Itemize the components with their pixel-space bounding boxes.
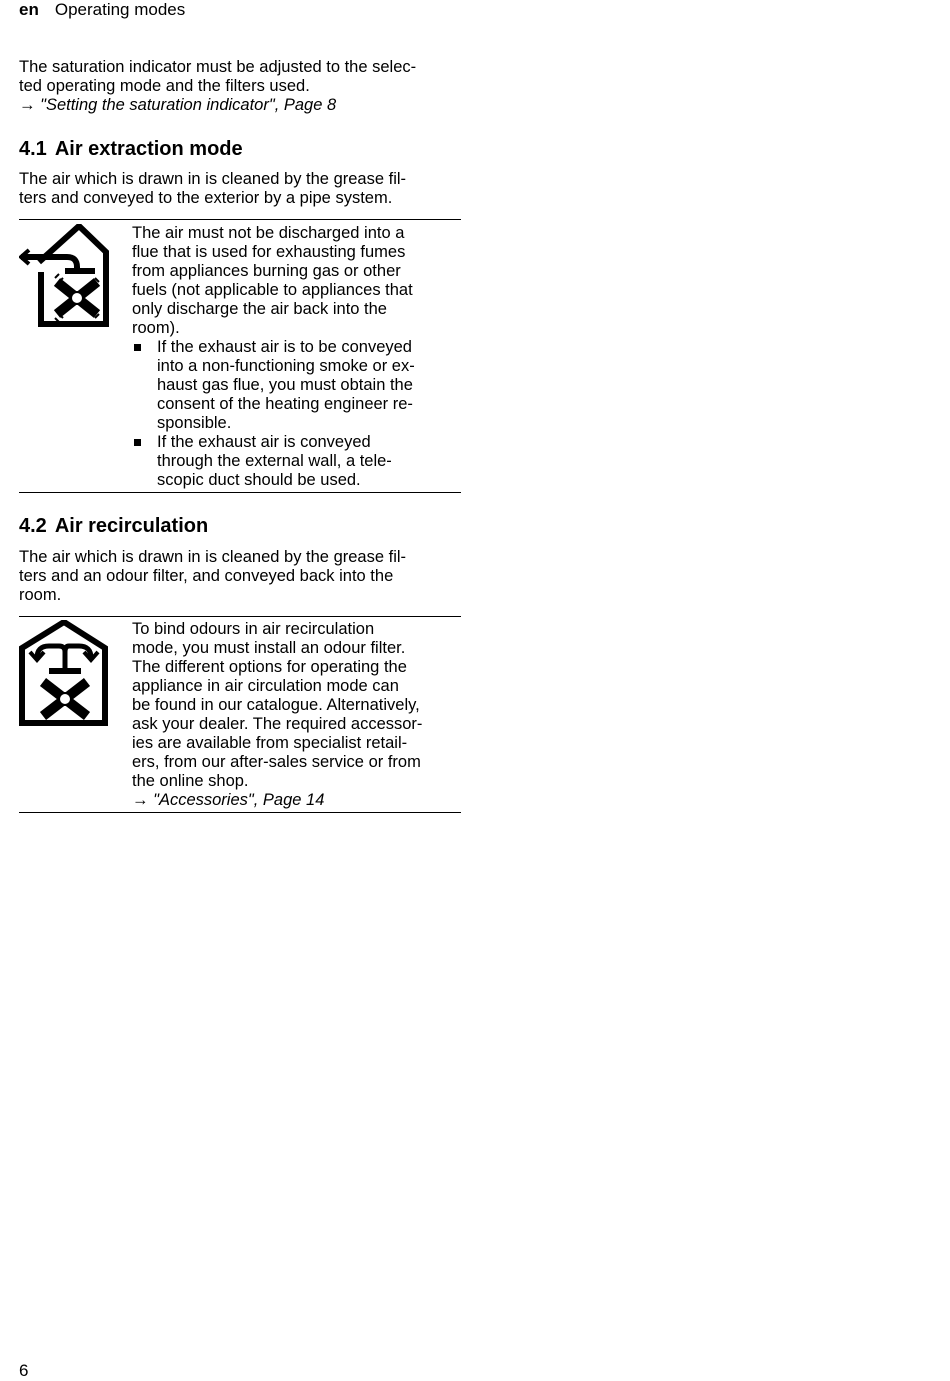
note-line: mode, you must install an odour filter. [132, 639, 406, 657]
note-line: ask your dealer. The required accessor- [132, 715, 423, 733]
note-bottom-rule [19, 492, 461, 493]
note-line: room). [132, 319, 180, 337]
arrow-right-icon: → [19, 96, 36, 114]
note-line: ies are available from specialist retail- [132, 734, 408, 752]
body-line: room. [19, 586, 62, 604]
arrow-right-icon: → [132, 791, 149, 809]
note-line: flue that is used for exhausting fumes [132, 243, 406, 261]
note-line: only discharge the air back into the [132, 300, 387, 318]
section-body [19, 548, 461, 605]
list-item [132, 338, 462, 433]
section-number: 4.1 [19, 138, 47, 160]
list-item-line: consent of the heating engineer re- [157, 395, 413, 413]
language-code: en [19, 0, 39, 19]
section-title: Air recirculation [54, 515, 209, 537]
page-number: 6 [19, 1361, 29, 1380]
header-section-title: Operating modes [54, 0, 186, 19]
air-recirculation-house-icon [19, 620, 109, 730]
cross-reference-link[interactable] [132, 791, 462, 810]
note-line: be found in our catalogue. Alternatively, [132, 696, 420, 714]
list-item-line: scopic duct should be used. [157, 471, 361, 489]
intro-line: ted operating mode and the filters used. [19, 77, 310, 95]
note-text [132, 224, 462, 490]
section-body [19, 170, 461, 208]
body-line: The air which is drawn in is cleaned by the grease fil- [19, 548, 407, 566]
list-item-line: sponsible. [157, 414, 232, 432]
square-bullet-icon [134, 344, 141, 351]
note-top-rule [19, 616, 461, 617]
section-number: 4.2 [19, 515, 47, 537]
intro-line: The saturation indicator must be adjusted to the selec- [19, 58, 417, 76]
list-item-line: If the exhaust air is conveyed [157, 433, 371, 451]
cross-reference-link[interactable] [19, 96, 461, 115]
note-line: the online shop. [132, 772, 249, 790]
body-line: The air which is drawn in is cleaned by the grease fil- [19, 170, 407, 188]
note-line: The different options for operating the [132, 658, 407, 676]
note-line: To bind odours in air recirculation [132, 620, 375, 638]
list-item-line: If the exhaust air is to be conveyed [157, 338, 412, 356]
cross-reference-text: "Setting the saturation indicator", Page 8 [40, 96, 337, 114]
page-header [19, 0, 185, 20]
note-line: fuels (not applicable to appliances that [132, 281, 413, 299]
note-top-rule [19, 219, 461, 220]
square-bullet-icon [134, 439, 141, 446]
list-item [132, 433, 462, 490]
body-line: ters and an odour filter, and conveyed back into the [19, 567, 394, 585]
cross-reference-text: "Accessories", Page 14 [153, 791, 325, 809]
note-line: appliance in air circulation mode can [132, 677, 399, 695]
section-heading [19, 137, 461, 161]
section-heading [19, 514, 461, 538]
note-text [132, 620, 462, 810]
intro-paragraph [19, 58, 461, 115]
list-item-line: through the external wall, a tele- [157, 452, 392, 470]
list-item-line: haust gas flue, you must obtain the [157, 376, 413, 394]
note-bottom-rule [19, 812, 461, 813]
note-line: from appliances burning gas or other [132, 262, 401, 280]
section-title: Air extraction mode [54, 138, 243, 160]
list-item-line: into a non-functioning smoke or ex- [157, 357, 415, 375]
air-extraction-house-icon [19, 224, 109, 334]
note-line: ers, from our after-sales service or from [132, 753, 421, 771]
bullet-list [132, 338, 462, 490]
note-line: The air must not be discharged into a [132, 224, 405, 242]
body-line: ters and conveyed to the exterior by a pipe system. [19, 189, 393, 207]
